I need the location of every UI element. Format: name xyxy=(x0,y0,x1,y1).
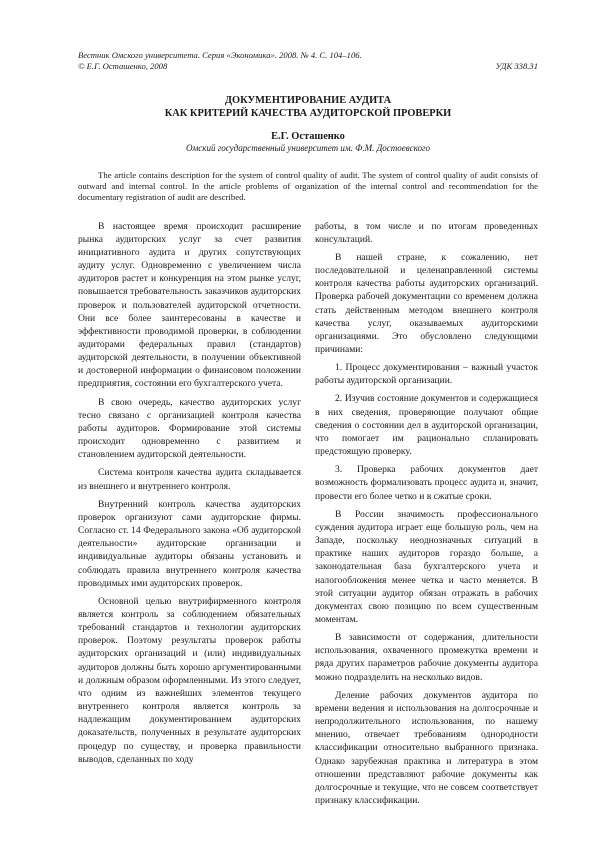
right-column xyxy=(315,220,538,813)
paragraph: Основной целью внутрифирменного контроля является контроль за соблюдением обязательных требований стандартов и технологии аудиторских проверок. Поэтому результаты проверок работы аудиторских организаций и (или) индивидуальных аудиторов должны быть хорошо аргументированными и должным образом оформленными. Из этого следует, что одним из важнейших элементов текущего внутреннего контроля является контроль за надлежащим документированием аудиторских доказательств, полученных в результате аудиторских процедур по существу, и проверка правильности выводов, сделанных по ходу xyxy=(78,595,301,765)
abstract: The article contains description for the system of control quality of audit. The system of control quality of audit consists of outward and internal control. In the article problems of organization of the internal control and recommendation for the documentary registration of audit are described. xyxy=(78,170,538,203)
list-item: 2. Изучив состояние документов и содержащиеся в них сведения, проверяющие получают общие сведения о состоянии дел в аудиторской организации, что помогает им рационально спланировать предстоящую проверку. xyxy=(315,393,538,458)
paragraph: Внутренний контроль качества аудиторских проверок организуют сами аудиторские фирмы. Согласно ст. 14 Федерального закона «Об аудиторской деятельности» аудиторские организации и индивидуальные аудиторы обязаны установить и соблюдать правила внутреннего контроля качества проводимых ими аудиторских проверок. xyxy=(78,498,301,589)
paragraph: Деление рабочих документов аудитора по времени ведения и использования на долгосрочные и непродолжительного использования, по нашему мнению, отвечает требованиям однородности классификации относительно выбранного признака. Однако зарубежная практика и литература в этом отношении представляют рабочие документы как долгосрочные и текущие, что не совсем соответствует признаку классификации. xyxy=(315,689,538,807)
title-line-2: КАК КРИТЕРИЙ КАЧЕСТВА АУДИТОРСКОЙ ПРОВЕРКИ xyxy=(164,107,452,119)
paragraph: В России значимость профессионального суждения аудитора играет еще большую роль, чем на Западе, поскольку неоднозначных ситуаций в практике наших аудиторов гораздо больше, а законодательная база бухгалтерского учета и налогообложения менее четка и часто меняется. В этой ситуации аудитор обязан отражать в рабочих документах свою позицию по всем существенным моментам. xyxy=(315,508,538,625)
paragraph: Система контроля качества аудита складывается из внешнего и внутреннего контроля. xyxy=(78,467,301,492)
author-name: Е.Г. Осташенко xyxy=(271,131,345,142)
paragraph: В настоящее время происходит расширение рынка аудиторских услуг за счет развития инициативного аудита и других сопутствующих аудиту услуг. Одновременно с увеличением числа аудиторов растет и конкуренция на этом рынке услуг, повышается требовательность заказчиков аудиторских проверок и пользователей аудиторской отчетности. Они все более заинтересованы в качестве и эффективности проводимой проверки, в соблюдении аудиторами федеральных правил (стандартов) аудиторской деятельности, в получении объективной и достоверной информации о финансовом положении предприятия, состоянии его бухгалтерского учета. xyxy=(78,220,301,390)
author-affiliation: Омский государственный университет им. Ф.М. Достоевского xyxy=(186,143,430,153)
paragraph: В нашей стране, к сожалению, нет последовательной и целенаправленной системы контроля качества работы аудиторских организаций. Проверка рабочей документации со временем должна стать действенным методом внешнего контроля качества услуг, оказываемых аудиторскими организациями. Это обусловлено следующими причинами: xyxy=(315,251,538,356)
list-item: 3. Проверка рабочих документов дает возможность формализовать процесс аудита и, значит, провести его более четко и в сжатые сроки. xyxy=(315,464,538,502)
title-line-1: ДОКУМЕНТИРОВАНИЕ АУДИТА xyxy=(224,95,392,106)
journal-citation: Вестник Омского университета. Серия «Экономика». 2008. № 4. С. 104–106. xyxy=(78,50,362,60)
paragraph: В зависимости от содержания, длительности использования, охваченного промежутка времени и ряда других параметров рабочие документы аудитора можно подразделить на несколько видов. xyxy=(315,632,538,683)
udk-code: УДК 338.31 xyxy=(495,61,538,71)
list-item: 1. Процесс документирования – важный участок работы аудиторской организации. xyxy=(315,362,538,387)
left-column xyxy=(78,220,301,813)
journal-header xyxy=(78,50,538,72)
copyright: © Е.Г. Осташенко, 2008 xyxy=(78,61,168,71)
article-title xyxy=(78,95,538,120)
header-row xyxy=(78,61,538,72)
body-columns xyxy=(78,220,538,813)
paragraph: В свою очередь, качество аудиторских услуг тесно связано с организацией контроля качества работы аудиторов. Формирование этой системы происходит одновременно с развитием и становлением аудиторской деятельности. xyxy=(78,396,301,461)
article-page xyxy=(78,50,538,812)
paragraph-continuation: работы, в том числе и по итогам проведенных консультаций. xyxy=(315,220,538,245)
